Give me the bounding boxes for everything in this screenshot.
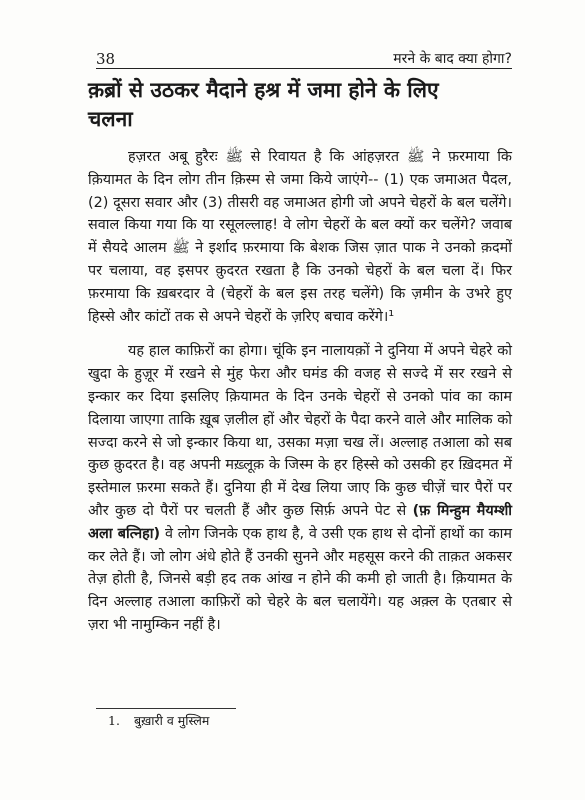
chapter-title: क़ब्रों से उठकर मैदाने हश्र में जमा होने के लिए चलना <box>88 78 439 131</box>
paragraph-2-text-before: यह हाल काफ़िरों का होगा। चूंकि इन नालायक़ों ने दुनिया में अपने चेहरे को खुदा के हुज़ूर में रखने से मुंह फेरा और घमंड की वजह से सज्दे में सर रखने से इन्कार कर दिया इसलिए क़ियामत के दिन उनके चेहरों से उनको पांव का काम दिलाया जाएगा ताकि ख़ूब ज़लील हों और चेहरों के पैदा करने वाले और मालिक को सज्दा करने से जो इन्कार किया था, उसका मज़ा चख लें। अल्लाह तआला को सब कुछ क़ुदरत है। वह अपनी मख़्लूक़ के जिस्म के हर हिस्से को उसकी हर ख़िदमत में इस्तेमाल फ़रमा सकते हैं। दुनिया ही में देख लिया जाए कि कुछ चीज़ें चार पैरों पर और कुछ दो पैरों पर चलती हैं और कुछ सिर्फ़ अपने पेट से <box>88 343 512 519</box>
page-number: 38 <box>96 50 116 68</box>
footnote-rule <box>96 708 236 709</box>
paragraph-2 <box>88 340 512 636</box>
footnote-number: 1. <box>108 713 120 728</box>
running-head: मरने के बाद क्या होगा? <box>393 51 512 67</box>
paragraph-2-text-after: वे लोग जिनके एक हाथ है, वे उसी एक हाथ से दोनों हाथों का काम कर लेते हैं। जो लोग अंधे होते हैं उनकी सुनने और महसूस करने की ताक़त अकसर तेज़ होती है, जिनसे बड़ी हद तक आंख न होने की कमी हो जाती है। क़ियामत के दिन अल्लाह तआला काफ़िरों को चेहरे के बल चलायेंगे। यह अक़्ल के एतबार से ज़रा भी नामुम्किन नहीं है। <box>88 525 512 633</box>
header-rule <box>96 68 512 69</box>
quranic-quote: (फ़ मिन्हुम मैयम्शी अला बत्निहा) <box>88 502 512 542</box>
body-text <box>88 146 512 637</box>
footnote-text: बुख़ारी व मुस्लिम <box>133 713 210 728</box>
footnote <box>108 712 408 730</box>
paragraph-1: हज़रत अबू हुरैरः ﷺ से रिवायत है कि आंहज़रत ﷺ ने फ़रमाया कि क़ियामत के दिन लोग तीन क़िस्म से जमा किये जाएंगे-- (1) एक जमाअत पैदल, (2) दूसरा सवार और (3) तीसरी वह जमाअत होगी जो अपने चेहरों के बल चलेंगे। सवाल किया गया कि या रसूलल्लाह! वे लोग चेहरों के बल क्यों कर चलेंगे? जवाब में सैयदे आलम ﷺ ने इर्शाद फ़रमाया कि बेशक जिस ज़ात पाक ने उनको क़दमों पर चलाया, वह इसपर क़ुदरत रखता है कि उनको चेहरों के बल चला दें। फिर फ़रमाया कि ख़बरदार वे (चेहरों के बल इस तरह चलेंगे) कि ज़मीन के उभरे हुए हिस्से और कांटों तक से अपने चेहरों के ज़रिए बचाव करेंगे।¹ <box>88 149 512 325</box>
page-header <box>96 42 512 68</box>
